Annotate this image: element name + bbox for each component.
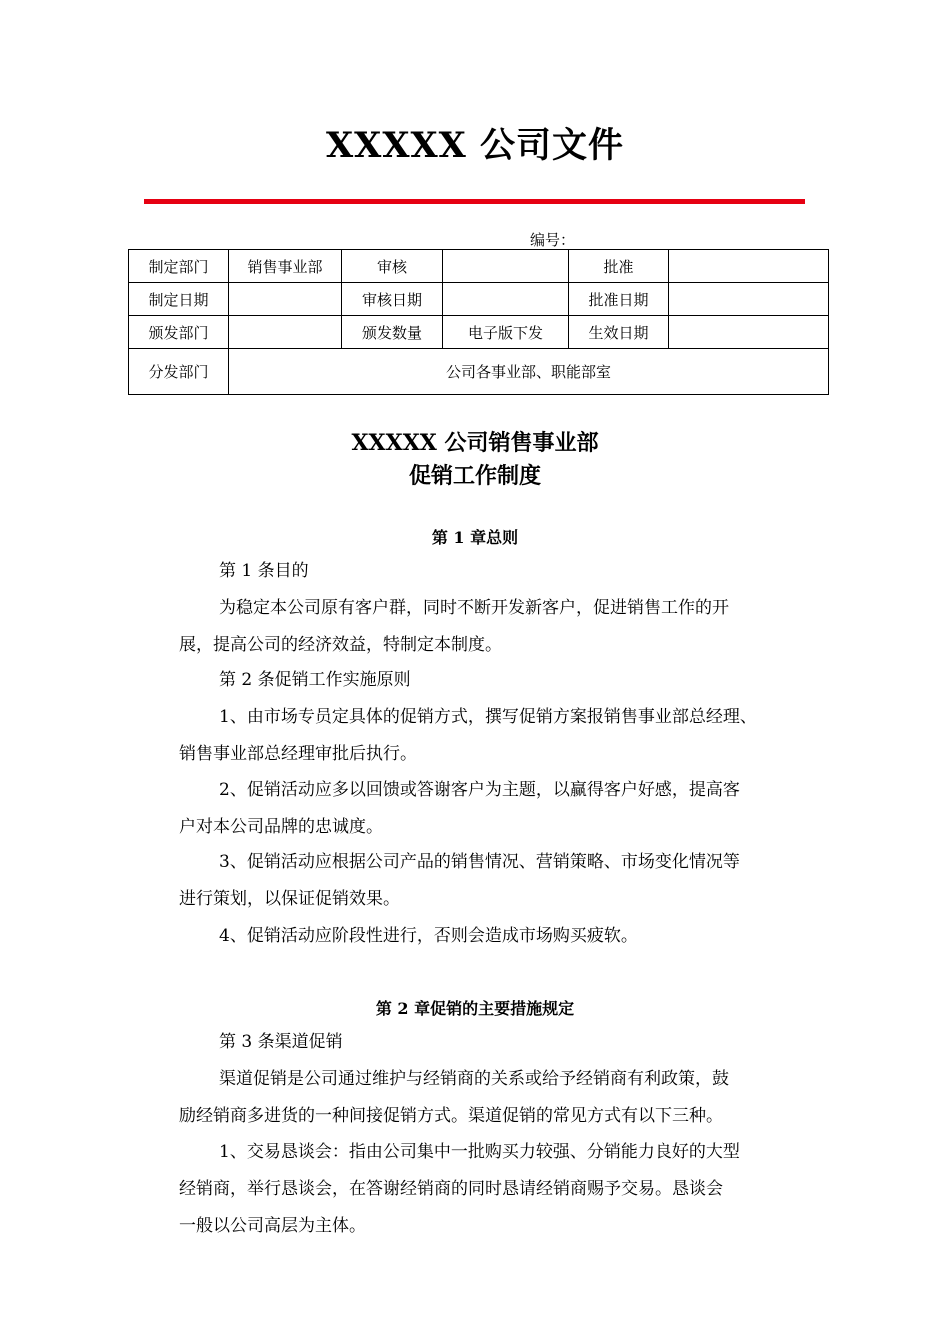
article-2-item-3: 3、促销活动应根据公司产品的销售情况、营销策略、市场变化情况等 进行策划，以保证促销效果。 bbox=[179, 852, 740, 909]
table-cell: 批准日期 bbox=[569, 283, 669, 316]
table-cell bbox=[669, 283, 829, 316]
document-header-title: XXXXX 公司文件 bbox=[326, 125, 624, 166]
table-cell bbox=[229, 316, 342, 349]
red-header-rule bbox=[144, 199, 805, 204]
table-row bbox=[129, 250, 829, 283]
table-cell: 生效日期 bbox=[569, 316, 669, 349]
distribution-value: 公司各事业部、职能部室 bbox=[229, 349, 829, 395]
table-cell: 颁发数量 bbox=[342, 316, 443, 349]
article-1-heading: 第 1 条目的 bbox=[219, 561, 309, 581]
table-cell: 审核 bbox=[342, 250, 443, 283]
table-cell bbox=[443, 283, 569, 316]
table-row bbox=[129, 349, 829, 395]
article-1-paragraph: 为稳定本公司原有客户群，同时不断开发新客户，促进销售工作的开 展，提高公司的经济效益，特制定本制度。 bbox=[179, 598, 729, 655]
table-cell: 制定部门 bbox=[129, 250, 229, 283]
table-cell bbox=[443, 250, 569, 283]
table-row bbox=[129, 316, 829, 349]
chapter-2-heading: 第 2 章促销的主要措施规定 bbox=[375, 999, 575, 1018]
table-row bbox=[129, 283, 829, 316]
document-title-line-2: 促销工作制度 bbox=[408, 463, 541, 489]
table-cell bbox=[229, 283, 342, 316]
table-cell: 批准 bbox=[569, 250, 669, 283]
article-2-item-4: 4、促销活动应阶段性进行，否则会造成市场购买疲软。 bbox=[219, 926, 638, 946]
table-cell: 审核日期 bbox=[342, 283, 443, 316]
distribution-label: 分发部门 bbox=[129, 349, 229, 395]
article-3-item-1: 1、交易恳谈会：指由公司集中一批购买力较强、分销能力良好的大型 经销商，举行恳谈会，在答谢经销商的同时恳请经销商赐予交易。恳谈会 一般以公司高层为主体。 bbox=[179, 1142, 740, 1236]
document-meta-table bbox=[128, 249, 829, 395]
chapter-1-heading: 第 1 章总则 bbox=[431, 528, 519, 547]
document-title-line-1: XXXXX 公司销售事业部 bbox=[351, 430, 599, 456]
table-cell: 颁发部门 bbox=[129, 316, 229, 349]
article-2-heading: 第 2 条促销工作实施原则 bbox=[219, 670, 411, 690]
article-3-heading: 第 3 条渠道促销 bbox=[219, 1032, 343, 1052]
table-cell: 电子版下发 bbox=[443, 316, 569, 349]
table-cell: 制定日期 bbox=[129, 283, 229, 316]
article-2-item-1: 1、由市场专员定具体的促销方式，撰写促销方案报销售事业部总经理、 销售事业部总经理审批后执行。 bbox=[179, 707, 757, 764]
table-cell: 销售事业部 bbox=[229, 250, 342, 283]
article-3-paragraph: 渠道促销是公司通过维护与经销商的关系或给予经销商有利政策，鼓 励经销商多进货的一种间接促销方式。渠道促销的常见方式有以下三种。 bbox=[179, 1069, 729, 1126]
article-2-item-2: 2、促销活动应多以回馈或答谢客户为主题，以赢得客户好感，提高客 户对本公司品牌的忠诚度。 bbox=[179, 780, 740, 837]
document-number-label: 编号： bbox=[530, 231, 576, 249]
table-cell bbox=[669, 250, 829, 283]
table-cell bbox=[669, 316, 829, 349]
